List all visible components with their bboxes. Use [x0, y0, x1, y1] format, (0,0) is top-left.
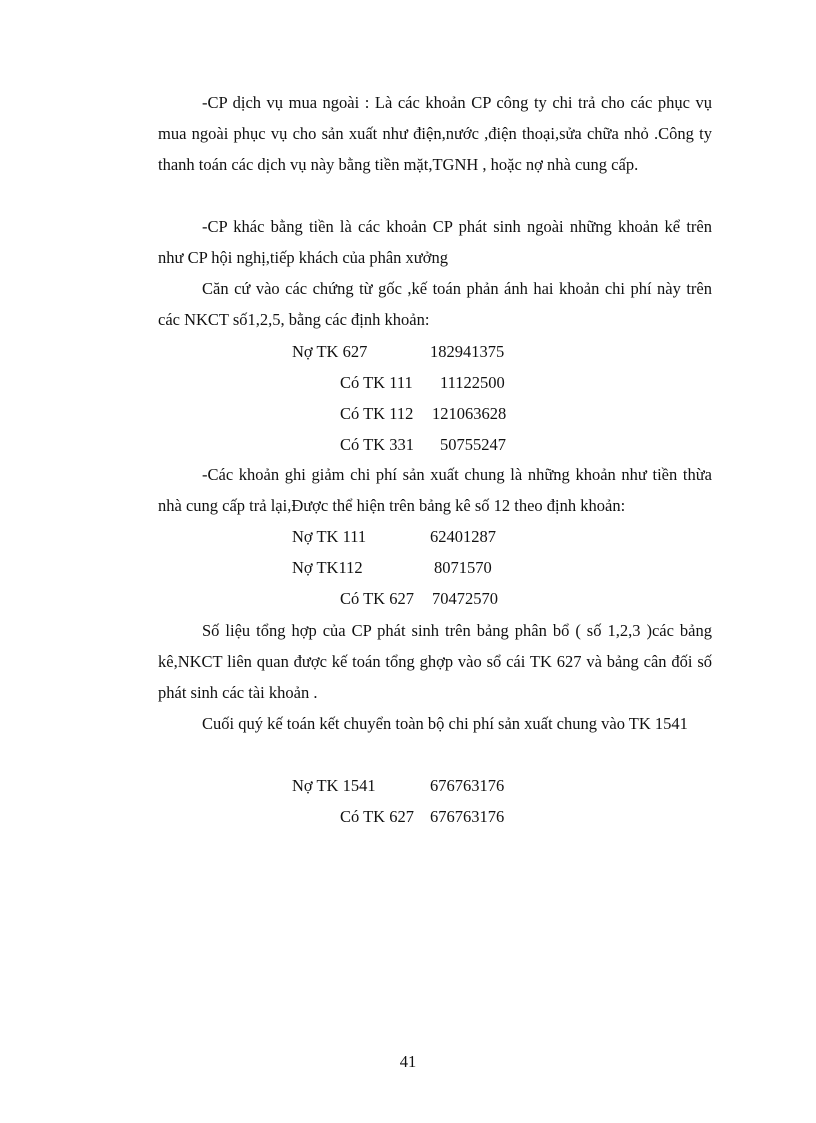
entry-account: Nợ TK 111	[292, 527, 367, 546]
entry-account: Nợ TK 1541	[292, 776, 376, 795]
entry-account: Có TK 627	[340, 589, 414, 608]
entry-account: Có TK 331	[340, 435, 414, 454]
entry-amount: 50755247	[440, 435, 506, 454]
page-number: 41	[399, 1052, 417, 1071]
paragraph-source-documents	[158, 274, 712, 336]
paragraph-cost-reductions	[158, 460, 712, 522]
paragraph-text: Cuối quý kế toán kết chuyển toàn bộ chi phí sản xuất chung vào TK 1541	[202, 714, 688, 733]
paragraph-text: -CP khác bằng tiền là các khoản CP phát sinh ngoài những khoản kể trên như CP hội nghị,tiếp khách của phân xưởng	[158, 217, 712, 267]
entry-amount: 8071570	[434, 558, 492, 577]
entry-account: Có TK 111	[340, 373, 413, 392]
paragraph-summary	[158, 616, 712, 708]
paragraph-text: -Các khoản ghi giảm chi phí sản xuất chung là những khoản như tiền thừa nhà cung cấp trả lại,Được thể hiện trên bảng kê số 12 theo định khoản:	[158, 465, 712, 515]
paragraph-text: Căn cứ vào các chứng từ gốc ,kế toán phản ánh hai khoản chi phí này trên các NKCT số1,2,5, bằng các định khoản:	[158, 279, 712, 329]
entry-account: Nợ TK 627	[292, 342, 368, 361]
entry-account: Có TK 627	[340, 807, 414, 826]
entry-amount: 62401287	[430, 527, 496, 546]
entry-amount: 676763176	[430, 776, 505, 795]
entry-amount: 11122500	[440, 373, 505, 392]
paragraph-text: Số liệu tổng hợp của CP phát sinh trên bảng phân bổ ( số 1,2,3 )các bảng kê,NKCT liên quan được kế toán tổng ghợp vào sổ cái TK 627 và bảng cân đối số phát sinh các tài khoản .	[158, 621, 712, 702]
paragraph-quarter-end	[158, 709, 712, 740]
entry-account: Nợ TK112	[292, 558, 363, 577]
entry-account: Có TK 112	[340, 404, 414, 423]
paragraph-other-costs	[158, 212, 712, 274]
entry-amount: 121063628	[432, 404, 507, 423]
entry-amount: 676763176	[430, 807, 505, 826]
entry-amount: 182941375	[430, 342, 505, 361]
paragraph-text: -CP dịch vụ mua ngoài : Là các khoản CP công ty chi trả cho các phục vụ mua ngoài phục vụ cho sản xuất như điện,nước ,điện thoại,sửa chữa nhỏ .Công ty thanh toán các dịch vụ này bằng tiền mặt,TGNH , hoặc nợ nhà cung cấp.	[158, 93, 712, 174]
entry-amount: 70472570	[432, 589, 498, 608]
paragraph-purchased-services	[158, 88, 712, 180]
